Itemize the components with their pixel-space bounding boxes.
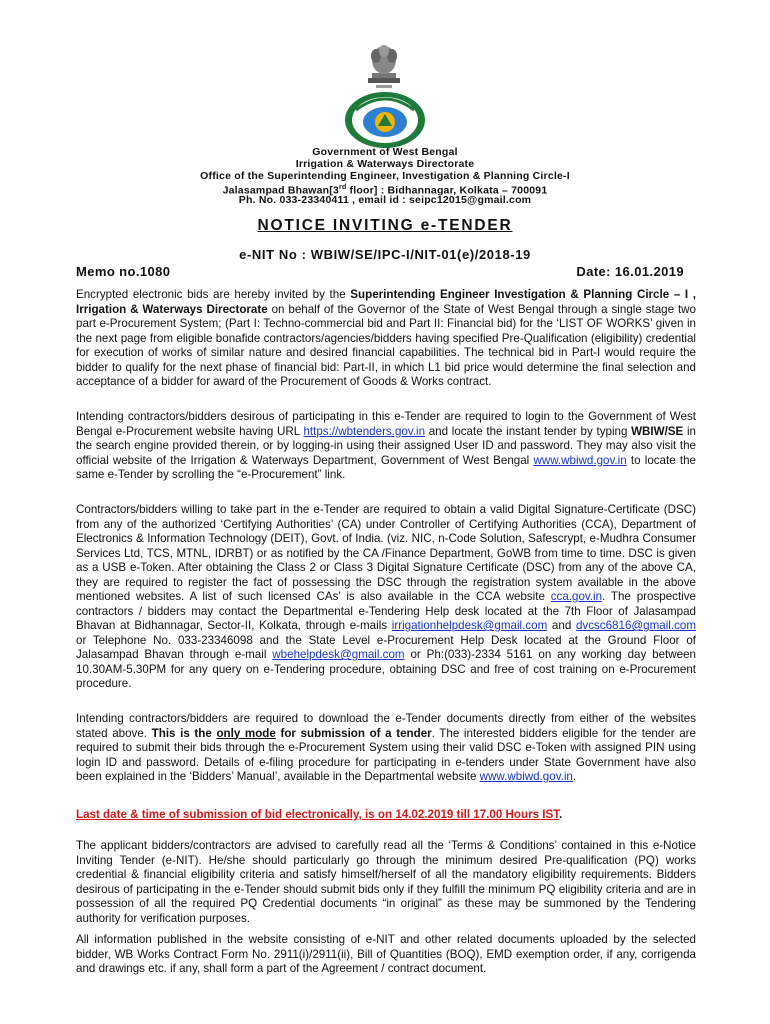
submission-deadline bbox=[76, 808, 696, 823]
text: in the search engine provided therein, or by logging-in using their assigned User ID and password. They may also visit the official website of the Irrigation & Waterways Department, Government of West Bengal bbox=[76, 424, 696, 467]
state-seal-icon bbox=[342, 90, 428, 150]
text: . bbox=[559, 808, 563, 821]
wbtenders-link[interactable]: https://wbtenders.gov.in bbox=[303, 424, 426, 438]
enit-number: e-NIT No : WBIW/SE/IPC-I/NIT-01(e)/2018-19 bbox=[239, 247, 531, 262]
paragraph-documents: All information published in the website consisting of e-NIT and other related documents uploaded by the selected bidder, WB Works Contract Form No. 2911(i)/2911(ii), Bill of Quantities (BOQ), EMD exemption order, if any, corrigenda and drawings etc. if any, shall form a part of the Agreement / contract document. bbox=[76, 933, 696, 975]
text: and locate the instant tender by typing bbox=[425, 424, 632, 438]
header-contact: Ph. No. 033-23340411 , email id : seipc12015@gmail.com bbox=[238, 194, 532, 206]
text: Encrypted electronic bids are hereby invited by the bbox=[76, 288, 351, 301]
paragraph-terms: The applicant bidders/contractors are advised to carefully read all the ‘Terms & Conditions’ contained in this e-Notice Inviting Tender (e-NIT). He/she should particularly go through the minimum desired Pre-qualification (PQ) works credential & financial eligibility criteria and satisfy himself/herself of all the mandatory eligibility requirements. Bidders desirous of participating in the e-Tender should submit bids only if they fulfill the minimum PQ eligibility criteria and are in possession of all the required PQ Credential documents “in original” as these may be summoned by the Tendering authority for verification purposes. bbox=[76, 839, 696, 925]
text: . bbox=[572, 770, 577, 783]
paragraph-login bbox=[76, 410, 696, 483]
paragraph-invitation bbox=[76, 288, 696, 390]
text: Intending contractors/bidders are required to download the e-Tender documents directly from either of the websites stated above. bbox=[76, 712, 696, 740]
bold-text: Superintending Engineer Investigation & Planning Circle – I , Irrigation & Waterways Directorate bbox=[76, 288, 696, 316]
text: on behalf of the Governor of the State of West Bengal through a single stage two part e-Procurement System; (Part I: Techno-commercial bid and Part II: Financial bid) for the ‘LIST OF WORKS’ given in the next page from eligible bonafide contractors/agencies/bidders having specified Pre-Qualification (eligibility) credential for execution of works of similar nature and desired financial capabilities. The technical bid in Part-I would require the bidder to qualify for the next phase of financial bid: Part-II, in which L1 bid price would determine the final selection and acceptance of a bidder for award of the Procurement of Goods & Works contract. bbox=[76, 302, 696, 388]
text: . The prospective contractors / bidders may contact the Departmental e-Tendering Help desk located at the 7th Floor of Jalasampad Bhavan at Bidhannagar, Sector-II, Kolkata, through e-mails bbox=[76, 590, 696, 632]
dvcsc-email-link[interactable]: dvcsc6816@gmail.com bbox=[575, 619, 696, 632]
irrigation-helpdesk-email-link[interactable]: irrigationhelpdesk@gmail.com bbox=[391, 619, 548, 632]
text: to locate the same e-Tender by scrolling the “e-Procurement” link. bbox=[76, 453, 696, 481]
bold-underline-text: only mode bbox=[216, 726, 276, 740]
wbiwd-link-2[interactable]: www.wbiwd.gov.in bbox=[479, 770, 573, 783]
address-superscript: rd bbox=[339, 184, 347, 191]
bold-text: This is the bbox=[151, 726, 217, 740]
national-emblem-icon bbox=[362, 40, 406, 92]
paragraph-dsc bbox=[76, 503, 696, 692]
cca-link[interactable]: cca.gov.in bbox=[550, 590, 603, 603]
text: or Ph:(033)-2334 5161 on any working day between 10.30AM-5.30PM for any query on e-Tendering procedure, obtaining DSC and free of cost training on e-Procurement procedure. bbox=[76, 648, 696, 690]
header-office: Office of the Superintending Engineer, Investigation & Planning Circle-I bbox=[200, 170, 570, 182]
text: . The interested bidders eligible for the tender are required to submit their bids through the e-Procurement System using their valid DSC e-Token with assigned PIN using login ID and password. Details of e-filing procedure for participating in e-tenders under State Government have also been explained in the ‘Bidders’ Manual’, available in the Departmental website bbox=[76, 726, 696, 783]
address-part: floor] : Bidhannagar, Kolkata – 700091 bbox=[346, 184, 548, 197]
text: and bbox=[547, 619, 576, 632]
notice-date: Date: 16.01.2019 bbox=[576, 264, 684, 279]
memo-number: Memo no.1080 bbox=[76, 264, 171, 279]
page-title: NOTICE INVITING e-TENDER bbox=[257, 217, 513, 234]
text: Contractors/bidders willing to take part in the e-Tender are required to obtain a valid Digital Signature-Certificate (DSC) from any of the authorized ‘Certifying Authorities’ (CA) under Controller of Certifying Authorities (CCA), Department of Electronics & Information Technology (DEIT), Govt. of India. (viz. NIC, n-Code Solution, Safescrypt, e-Mudhra Consumer Services Ltd, TCS, MTNL, IDRBT) or as notified by the CA /Finance Department, GoWB from time to time. DSC is given as a USB e-Token. After obtaining the Class 2 or Class 3 Digital Signature Certificate (DSC) from any of the above CA, they are required to register the fact of possessing the DSC through the registration system available in the above mentioned websites. A list of such licensed CAs’ is also available in the CCA website bbox=[76, 503, 696, 603]
bold-text: WBIW/SE bbox=[631, 424, 684, 438]
deadline-text: Last date & time of submission of bid electronically, is on 14.02.2019 till 17.00 Hours IST bbox=[76, 808, 560, 821]
paragraph-download bbox=[76, 712, 696, 785]
text: or Telephone No. 033-23346098 and the State Level e-Procurement Help Desk located at the Ground Floor of Jalasampad Bhavan through e-mail bbox=[76, 633, 696, 661]
wbiwd-link[interactable]: www.wbiwd.gov.in bbox=[533, 453, 627, 467]
header-directorate: Irrigation & Waterways Directorate bbox=[295, 158, 475, 170]
text: Intending contractors/bidders desirous of participating in this e-Tender are required to login to the Government of West Bengal e-Procurement website having URL bbox=[76, 410, 696, 438]
header-government: Government of West Bengal bbox=[312, 146, 458, 158]
address-part: Jalasampad Bhawan[3 bbox=[222, 184, 340, 197]
wbehelpdesk-email-link[interactable]: wbehelpdesk@gmail.com bbox=[272, 648, 405, 661]
bold-text: for submission of a tender bbox=[275, 726, 432, 740]
